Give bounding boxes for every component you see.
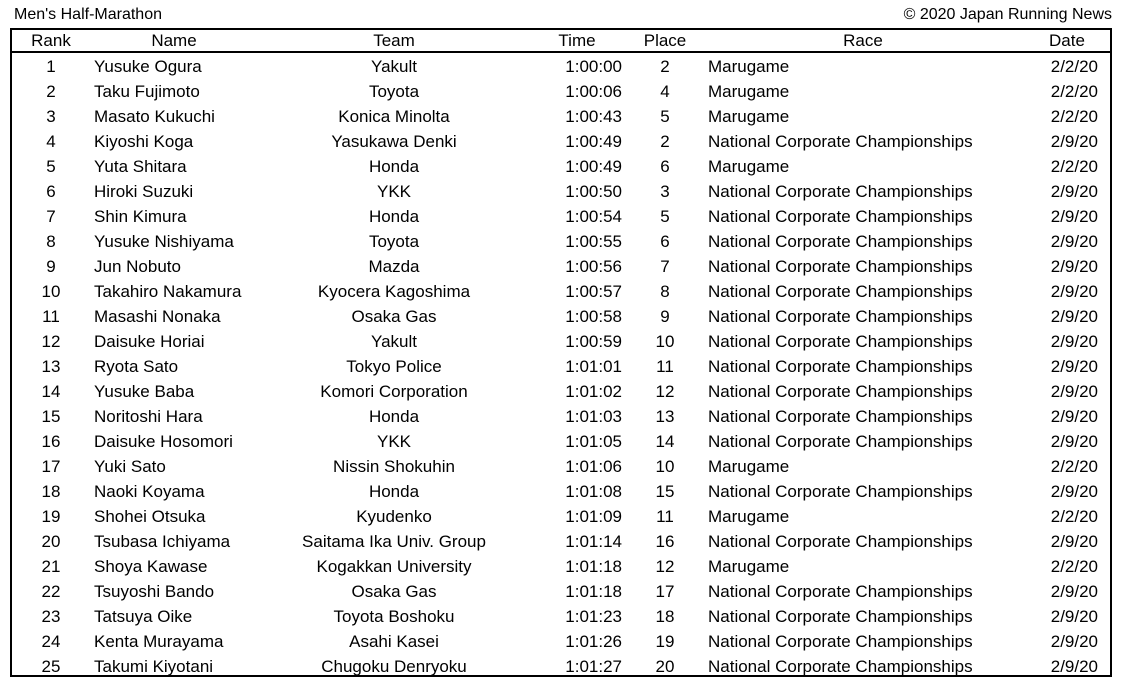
cell-team: Tokyo Police [346, 357, 442, 376]
cell-name: Yusuke Nishiyama [94, 232, 234, 251]
table-header [12, 30, 1110, 53]
table-row [12, 354, 1110, 379]
table-row [12, 204, 1110, 229]
cell-rank: 20 [41, 532, 61, 551]
cell-team: YKK [376, 432, 412, 451]
cell-time: 1:01:02 [565, 382, 622, 401]
cell-team: Kyocera Kagoshima [317, 282, 471, 301]
table-row [12, 79, 1110, 104]
cell-time: 1:01:23 [565, 607, 622, 626]
cell-place: 11 [656, 507, 674, 526]
cell-time: 1:01:03 [565, 407, 622, 426]
cell-name: Shoya Kawase [94, 557, 208, 576]
cell-place: 4 [660, 82, 670, 101]
cell-date: 2/9/20 [1050, 132, 1098, 151]
cell-date: 2/9/20 [1050, 607, 1098, 626]
cell-rank: 7 [46, 207, 56, 226]
cell-place: 10 [655, 332, 675, 351]
cell-rank: 8 [46, 232, 56, 251]
cell-place: 3 [660, 182, 670, 201]
cell-team: Yakult [371, 332, 417, 351]
copyright-notice: © 2020 Japan Running News [903, 6, 1112, 23]
cell-date: 2/2/20 [1050, 157, 1098, 176]
cell-time: 1:00:55 [565, 232, 622, 251]
cell-place: 6 [660, 232, 670, 251]
cell-time: 1:00:43 [565, 107, 622, 126]
cell-time: 1:00:59 [565, 332, 622, 351]
table-row [12, 229, 1110, 254]
cell-name: Yuki Sato [94, 457, 166, 476]
cell-name: Taku Fujimoto [94, 82, 200, 101]
cell-rank: 4 [46, 132, 56, 151]
cell-team: Saitama Ika Univ. Group [302, 532, 486, 551]
cell-place: 19 [655, 632, 675, 651]
cell-place: 8 [660, 282, 670, 301]
cell-time: 1:01:26 [565, 632, 622, 651]
table-row [12, 129, 1110, 154]
table-row [12, 554, 1110, 579]
table-row [12, 629, 1110, 654]
cell-race: National Corporate Championships [708, 332, 973, 351]
cell-rank: 19 [41, 507, 61, 526]
table-row [12, 104, 1110, 129]
cell-time: 1:00:50 [565, 182, 622, 201]
cell-race: National Corporate Championships [708, 257, 973, 276]
cell-name: Tatsuya Oike [94, 607, 193, 626]
cell-race: National Corporate Championships [708, 607, 973, 626]
cell-date: 2/2/20 [1050, 557, 1098, 576]
cell-race: National Corporate Championships [708, 532, 973, 551]
cell-race: National Corporate Championships [708, 132, 973, 151]
cell-name: Hiroki Suzuki [94, 182, 194, 201]
table-row [12, 54, 1110, 79]
cell-team: Honda [368, 407, 420, 426]
cell-place: 18 [655, 607, 675, 626]
cell-place: 12 [655, 382, 675, 401]
cell-race: National Corporate Championships [708, 232, 973, 251]
cell-name: Shin Kimura [94, 207, 187, 226]
cell-time: 1:01:06 [565, 457, 622, 476]
cell-rank: 12 [41, 332, 61, 351]
table-row [12, 154, 1110, 179]
cell-date: 2/9/20 [1050, 582, 1098, 601]
cell-race: National Corporate Championships [708, 282, 973, 301]
cell-team: YKK [376, 182, 412, 201]
cell-date: 2/9/20 [1050, 332, 1098, 351]
cell-race: National Corporate Championships [708, 307, 973, 326]
cell-rank: 2 [46, 82, 56, 101]
table-row [12, 454, 1110, 479]
column-header-name: Name [151, 31, 197, 50]
table-row [12, 304, 1110, 329]
cell-rank: 23 [41, 607, 61, 626]
cell-place: 9 [660, 307, 670, 326]
cell-date: 2/9/20 [1050, 257, 1098, 276]
cell-name: Daisuke Hosomori [94, 432, 233, 451]
cell-team: Osaka Gas [351, 307, 437, 326]
cell-name: Takumi Kiyotani [94, 657, 214, 676]
cell-time: 1:00:49 [565, 132, 622, 151]
cell-rank: 6 [46, 182, 56, 201]
table-row [12, 179, 1110, 204]
cell-time: 1:01:18 [565, 557, 622, 576]
cell-name: Yusuke Ogura [94, 57, 202, 76]
cell-team: Osaka Gas [351, 582, 437, 601]
cell-rank: 24 [41, 632, 61, 651]
table-row [12, 279, 1110, 304]
cell-time: 1:00:54 [565, 207, 622, 226]
cell-race: Marugame [708, 57, 790, 76]
table-row [12, 504, 1110, 529]
table-row [12, 654, 1110, 679]
cell-team: Kyudenko [356, 507, 432, 526]
column-header-date: Date [1049, 31, 1085, 50]
cell-place: 17 [655, 582, 675, 601]
cell-time: 1:00:49 [565, 157, 622, 176]
cell-place: 2 [660, 132, 670, 151]
cell-name: Kenta Murayama [94, 632, 224, 651]
cell-race: National Corporate Championships [708, 582, 973, 601]
cell-race: National Corporate Championships [708, 632, 973, 651]
cell-place: 6 [660, 157, 670, 176]
page-title: Men's Half-Marathon [14, 6, 162, 23]
cell-name: Daisuke Horiai [94, 332, 205, 351]
cell-date: 2/9/20 [1050, 382, 1098, 401]
cell-race: National Corporate Championships [708, 432, 973, 451]
cell-date: 2/9/20 [1050, 407, 1098, 426]
results-table [10, 28, 1112, 677]
cell-place: 14 [655, 432, 675, 451]
table-row [12, 604, 1110, 629]
column-header-place: Place [643, 31, 687, 50]
cell-team: Yasukawa Denki [331, 132, 457, 151]
cell-time: 1:01:08 [565, 482, 622, 501]
cell-rank: 25 [41, 657, 61, 676]
table-row [12, 479, 1110, 504]
cell-date: 2/9/20 [1050, 207, 1098, 226]
cell-time: 1:01:05 [565, 432, 622, 451]
cell-time: 1:00:58 [565, 307, 622, 326]
table-row [12, 429, 1110, 454]
table-row [12, 529, 1110, 554]
cell-team: Toyota [368, 232, 420, 251]
cell-rank: 9 [46, 257, 56, 276]
cell-team: Mazda [368, 257, 420, 276]
cell-team: Komori Corporation [320, 382, 468, 401]
cell-date: 2/9/20 [1050, 532, 1098, 551]
cell-place: 5 [660, 207, 670, 226]
cell-name: Noritoshi Hara [94, 407, 203, 426]
cell-race: Marugame [708, 157, 790, 176]
cell-rank: 21 [41, 557, 61, 576]
cell-team: Konica Minolta [338, 107, 450, 126]
cell-date: 2/2/20 [1050, 107, 1098, 126]
cell-time: 1:01:14 [565, 532, 622, 551]
cell-name: Ryota Sato [94, 357, 179, 376]
table-row [12, 379, 1110, 404]
cell-time: 1:00:56 [565, 257, 622, 276]
cell-rank: 3 [46, 107, 56, 126]
cell-date: 2/2/20 [1050, 57, 1098, 76]
cell-name: Tsubasa Ichiyama [94, 532, 231, 551]
cell-place: 7 [660, 257, 670, 276]
cell-name: Shohei Otsuka [94, 507, 206, 526]
cell-race: Marugame [708, 557, 790, 576]
cell-date: 2/2/20 [1050, 457, 1098, 476]
cell-team: Kogakkan University [316, 557, 472, 576]
cell-name: Takahiro Nakamura [94, 282, 242, 301]
cell-name: Yusuke Baba [94, 382, 195, 401]
cell-date: 2/9/20 [1050, 232, 1098, 251]
cell-team: Asahi Kasei [349, 632, 439, 651]
cell-time: 1:00:57 [565, 282, 622, 301]
cell-team: Toyota Boshoku [333, 607, 455, 626]
cell-time: 1:00:00 [565, 57, 622, 76]
cell-date: 2/9/20 [1050, 357, 1098, 376]
cell-team: Honda [368, 482, 420, 501]
cell-time: 1:01:18 [565, 582, 622, 601]
cell-race: National Corporate Championships [708, 482, 973, 501]
cell-team: Yakult [371, 57, 417, 76]
table-row [12, 404, 1110, 429]
cell-rank: 22 [41, 582, 61, 601]
cell-place: 11 [656, 357, 674, 376]
cell-name: Tsuyoshi Bando [94, 582, 215, 601]
cell-rank: 10 [41, 282, 61, 301]
table-row [12, 579, 1110, 604]
cell-team: Toyota [368, 82, 420, 101]
cell-rank: 11 [42, 307, 60, 326]
cell-name: Yuta Shitara [94, 157, 187, 176]
cell-place: 2 [660, 57, 670, 76]
cell-race: National Corporate Championships [708, 407, 973, 426]
cell-rank: 16 [41, 432, 61, 451]
table-row [12, 329, 1110, 354]
cell-rank: 18 [41, 482, 61, 501]
cell-team: Nissin Shokuhin [333, 457, 455, 476]
cell-name: Kiyoshi Koga [94, 132, 194, 151]
column-header-team: Team [373, 31, 415, 50]
cell-name: Jun Nobuto [94, 257, 181, 276]
cell-date: 2/9/20 [1050, 657, 1098, 676]
cell-date: 2/9/20 [1050, 432, 1098, 451]
cell-date: 2/9/20 [1050, 482, 1098, 501]
cell-name: Masato Kukuchi [94, 107, 215, 126]
cell-race: National Corporate Championships [708, 382, 973, 401]
cell-date: 2/9/20 [1050, 307, 1098, 326]
cell-time: 1:01:27 [565, 657, 622, 676]
cell-date: 2/9/20 [1050, 282, 1098, 301]
cell-place: 16 [655, 532, 675, 551]
cell-team: Honda [368, 157, 420, 176]
cell-rank: 14 [41, 382, 61, 401]
cell-name: Masashi Nonaka [94, 307, 221, 326]
cell-rank: 13 [41, 357, 61, 376]
cell-date: 2/9/20 [1050, 632, 1098, 651]
cell-place: 12 [655, 557, 675, 576]
cell-race: National Corporate Championships [708, 657, 973, 676]
cell-place: 13 [655, 407, 675, 426]
cell-rank: 15 [41, 407, 61, 426]
cell-race: Marugame [708, 457, 790, 476]
cell-place: 10 [655, 457, 675, 476]
cell-race: Marugame [708, 107, 790, 126]
cell-team: Honda [368, 207, 420, 226]
cell-race: Marugame [708, 82, 790, 101]
column-header-time: Time [558, 31, 596, 50]
column-header-rank: Rank [31, 31, 71, 50]
cell-place: 20 [655, 657, 675, 676]
table-row [12, 254, 1110, 279]
cell-name: Naoki Koyama [94, 482, 205, 501]
cell-race: National Corporate Championships [708, 207, 973, 226]
cell-race: National Corporate Championships [708, 357, 973, 376]
cell-place: 5 [660, 107, 670, 126]
cell-rank: 5 [46, 157, 56, 176]
cell-race: Marugame [708, 507, 790, 526]
cell-time: 1:01:01 [565, 357, 622, 376]
cell-time: 1:00:06 [565, 82, 622, 101]
cell-race: National Corporate Championships [708, 182, 973, 201]
cell-date: 2/2/20 [1050, 507, 1098, 526]
cell-rank: 1 [46, 57, 56, 76]
cell-rank: 17 [41, 457, 61, 476]
cell-date: 2/2/20 [1050, 82, 1098, 101]
cell-team: Chugoku Denryoku [321, 657, 467, 676]
cell-time: 1:01:09 [565, 507, 622, 526]
cell-date: 2/9/20 [1050, 182, 1098, 201]
column-header-race: Race [843, 31, 883, 50]
cell-place: 15 [655, 482, 675, 501]
